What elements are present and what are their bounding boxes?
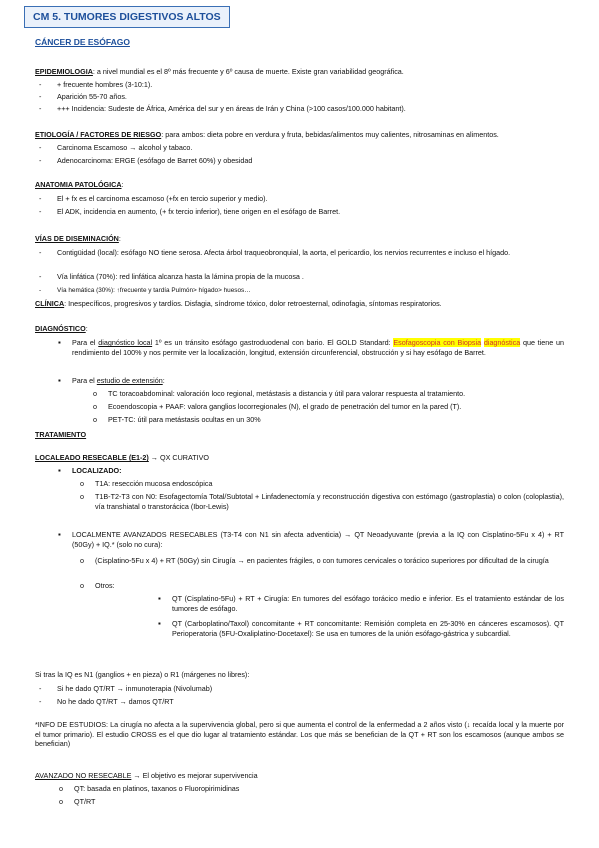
list-item: o TC toracoabdominal: valoración loco regional, metástasis a distancia y útil para valorar respuesta al tratamiento. <box>108 389 564 399</box>
highlight-diagnostica: diagnóstica <box>483 338 521 347</box>
epidemiologia-label: EPIDEMIOLOGIA <box>35 67 93 76</box>
diagnostico-local-label: diagnóstico local <box>98 338 153 347</box>
list-item: ▪ QT (Cisplatino-5Fu) + RT + Cirugía: En tumores del esófago torácico medio e inferior. Es el tratamiento estándar de los tumores de esófago. <box>172 594 564 613</box>
localeado-label: LOCALEADO RESECABLE (E1-2) <box>35 453 149 462</box>
section-subtitle: CÁNCER DE ESÓFAGO <box>35 37 130 47</box>
list-item: - Contigüidad (local): esófago NO tiene serosa. Afecta árbol traqueobronquial, la aorta, el pericardio, los nervios recurrentes e incluso el hígado. <box>57 248 564 258</box>
vias-paragraph <box>35 234 564 244</box>
anatomia-label: ANATOMIA PATOLÓGICA <box>35 180 122 189</box>
list-item: - + frecuente hombres (3-10:1). <box>57 80 152 90</box>
localizado-item: ▪ LOCALIZADO: <box>72 466 564 476</box>
epidemiologia-paragraph <box>35 67 564 77</box>
anatomia-paragraph <box>35 180 564 190</box>
etiologia-label: ETIOLOGÍA / FACTORES DE RIESGO <box>35 130 162 139</box>
tratamiento-label: TRATAMIENTO <box>35 430 87 439</box>
list-item: o PET-TC: útil para metástasis ocultas en un 30% <box>108 415 564 425</box>
extension-label: estudio de extensión <box>96 376 163 385</box>
list-item: - Carcinoma Escamoso → alcohol y tabaco. <box>57 143 192 153</box>
avanzado-paragraph <box>35 771 564 781</box>
list-item: o Ecoendoscopia + PAAF: valora ganglios locorregionales (N), el grado de penetración del tumor en la pared (T). <box>108 402 564 412</box>
text-span: que tiene un rendimiento del 100% y nos permite ver la localización, longitud, extensión circunferencial, obstrucción y si hay esófago de Barret. <box>72 338 564 357</box>
list-item: - +++ Incidencia: Sudeste de África, América del sur y en áreas de Irán y China (>100 casos/100.000 habitant). <box>57 104 406 114</box>
extension-item <box>72 376 564 386</box>
text-span: → El objetivo es mejorar supervivencia <box>131 771 258 780</box>
list-item: - El + fx es el carcinoma escamoso (+fx en tercio superior y medio). <box>57 194 268 204</box>
text-span: → QX CURATIVO <box>148 453 209 462</box>
list-item: - El ADK, incidencia en aumento, (+ fx tercio inferior), tiene origen en el esófago de Barret. <box>57 207 340 217</box>
list-item: - Adenocarcinoma: ERGE (esófago de Barret 60%) y obesidad <box>57 156 252 166</box>
info-estudios-paragraph: *INFO DE ESTUDIOS: La cirugía no afecta a la supervivencia global, pero si que aumenta el control de la enfermedad a 2 años visto (↓ recaída local y la muerte por el tumor primario). El estudio CROSS es el que dio lugar al tratamiento estándar. Los que más se benefician de la QT + RT son los escamosos (aunque ambos se benefician) <box>35 720 564 749</box>
page-title: CM 5. TUMORES DIGESTIVOS ALTOS <box>24 6 230 28</box>
text-span: 1º es un tránsito esófago gastroduodenal con bario. El GOLD Standard: <box>152 338 394 347</box>
vias-colon: : <box>118 234 121 243</box>
list-item: o Otros: <box>95 581 564 591</box>
etiologia-text: : para ambos: dieta pobre en verdura y fruta, bebidas/alimentos muy calientes, nitrosaminas en alimentos. <box>161 130 499 139</box>
clinica-paragraph <box>35 299 564 309</box>
list-item: o QT: basada en platinos, taxanos o Fluoropirimidinas <box>74 784 564 794</box>
avanzado-label: AVANZADO NO RESECABLE <box>35 771 132 780</box>
list-item: o T1B-T2-T3 con N0: Esofagectomía Total/Subtotal + Linfadenectomía y reconstrucción digestiva con estómago (gastroplastia) o colon (coloplastia), vía transhiatal o transtorácica (Ibor-Lewis) <box>95 492 564 511</box>
localeado-paragraph <box>35 453 564 463</box>
diagnostico-paragraph <box>35 324 564 334</box>
list-item: - Aparición 55-70 años. <box>57 92 127 102</box>
localmente-avanzados-item: ▪ LOCALMENTE AVANZADOS RESECABLES (T3-T4 con N1 sin afecta adventicia) → QT Neoadyuvante (previa a la IQ con Cisplatino-5Fu x 4) + RT (50Gy) + IQ.* (solo no cura): <box>72 530 564 549</box>
diagnostico-colon: : <box>85 324 88 333</box>
text-span: : <box>162 376 165 385</box>
list-item: o (Cisplatino-5Fu x 4) + RT (50Gy) sin Cirugía → en pacientes frágiles, o con tumores cervicales o torácico superiores por dificultad de la cirugía <box>95 556 564 566</box>
diagnostico-local-item <box>72 338 564 357</box>
clinica-label: CLÍNICA <box>35 299 65 308</box>
epidemiologia-text: : a nivel mundial es el 8º más frecuente y 6º causa de muerte. Existe gran variabilidad geográfica. <box>92 67 404 76</box>
anatomia-colon: : <box>121 180 124 189</box>
clinica-text: : Inespecíficos, progresivos y tardíos. Disfagia, síndrome tóxico, dolor retroesternal, odinofagia, síntomas respiratorios. <box>64 299 442 308</box>
vias-label: VÍAS DE DISEMINACIÓN <box>35 234 119 243</box>
list-item: - No he dado QT/RT → damos QT/RT <box>57 697 174 707</box>
list-item: - Vía linfática (70%): red linfática alcanza hasta la lámina propia de la mucosa . <box>57 272 304 282</box>
list-item: - Si he dado QT/RT → inmunoterapia (Nivolumab) <box>57 684 212 694</box>
diagnostico-label: DIAGNÓSTICO <box>35 324 86 333</box>
highlight-gold-standard: Esofagoscopia con Biopsia <box>393 338 482 347</box>
list-item: - Vía hemática (30%): ↑frecuente y tardía Pulmón> hígado> huesos… <box>57 286 251 296</box>
list-item: o QT/RT <box>74 797 564 807</box>
text-span: Para el <box>72 338 99 347</box>
list-item: o T1A: resección mucosa endoscópica <box>95 479 564 489</box>
si-tras-paragraph: Si tras la IQ es N1 (ganglios + en pieza) o R1 (márgenes no libres): <box>35 670 250 679</box>
list-item: ▪ QT (Carboplatino/Taxol) concomitante + RT concomitante: Remisión completa en 25-30% en cánceres escamosos). QT Perioperatoria (5FU-Oxaliplatino-Docetaxel): Se usa en tumores de la unión esófago-gástrica y subcardial. <box>172 619 564 638</box>
etiologia-paragraph <box>35 130 564 140</box>
text-span: Para el <box>72 376 97 385</box>
